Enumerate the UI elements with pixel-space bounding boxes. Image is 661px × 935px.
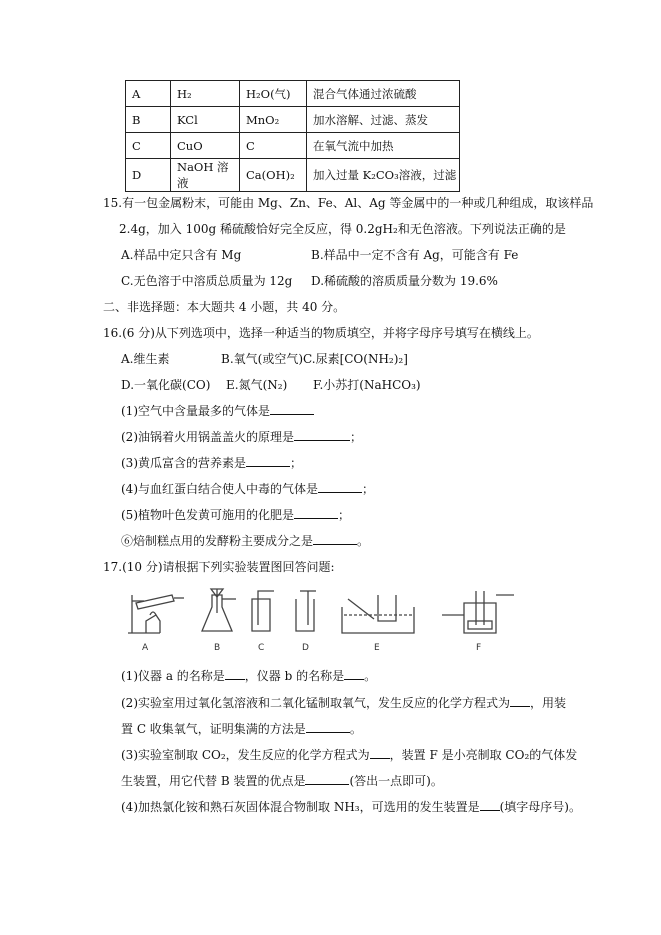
method-cell: 混合气体通过浓硫酸 <box>307 81 460 107</box>
apparatus-label-c: C <box>258 643 265 653</box>
answer-blank[interactable] <box>294 506 338 519</box>
apparatus-figure <box>124 585 519 655</box>
q16-sub3 <box>121 454 302 471</box>
q17-part2-b: ，用装 <box>530 696 567 710</box>
answer-blank[interactable] <box>270 402 314 415</box>
q17-part2-a: (2)实验室用过氧化氢溶液和二氧化锰制取氧气，发生反应的化学方程式为 <box>121 696 511 710</box>
q17-part1-b: ，仪器 b 的名称是 <box>244 669 345 683</box>
q17-part4-a: (4)加热氯化铵和熟石灰固体混合物制取 NH₃，可选用的发生装置是 <box>121 800 480 814</box>
q16-option-e: E.氮气(N₂) <box>226 378 288 392</box>
apparatus-a-image <box>128 595 184 633</box>
apparatus-label-d: D <box>302 643 309 653</box>
answer-blank[interactable] <box>306 720 350 733</box>
impurity-cell: H₂O(气) <box>240 81 307 107</box>
semicolon: ； <box>290 456 303 470</box>
options-table <box>125 80 460 192</box>
q16-sub2-text: (2)油锅着火用锅盖盖火的原理是 <box>121 430 294 444</box>
apparatus-label-a: A <box>142 643 149 653</box>
method-cell: 加入过量 K₂CO₃溶液，过滤 <box>307 159 460 192</box>
substance-cell: H₂ <box>171 81 240 107</box>
option-letter: D <box>126 159 171 192</box>
semicolon: ； <box>338 508 351 522</box>
q17-part4 <box>121 798 581 815</box>
option-letter: C <box>126 133 171 159</box>
substance-cell: CuO <box>171 133 240 159</box>
q17-stem: 17.(10 分)请根据下列实验装置图回答问题: <box>103 560 335 574</box>
q16-sub2 <box>121 428 362 445</box>
answer-blank[interactable] <box>225 667 245 680</box>
q16-sub5-text: (5)植物叶色发黄可施用的化肥是 <box>121 508 294 522</box>
answer-blank[interactable] <box>294 428 350 441</box>
q17-part2-line2 <box>121 720 362 737</box>
q16-option-b: B.氧气(或空气) <box>221 352 303 366</box>
q16-option-c: C.尿素[CO(NH₂)₂] <box>303 352 408 366</box>
q17-part2-c: 置 C 收集氧气，证明集满的方法是 <box>121 722 306 736</box>
table-row <box>126 133 460 159</box>
q16-sub1-text: (1)空气中含量最多的气体是 <box>121 404 270 418</box>
q16-option-a: A.维生素 <box>121 352 170 366</box>
table-row <box>126 159 460 192</box>
apparatus-b-image <box>202 589 236 631</box>
answer-blank[interactable] <box>246 454 290 467</box>
answer-blank[interactable] <box>370 746 390 759</box>
semicolon: ； <box>350 430 363 444</box>
q17-part3-c: 生装置，用它代替 B 装置的优点是 <box>121 774 306 788</box>
q16-sub1 <box>121 402 314 419</box>
substance-cell: NaOH 溶液 <box>171 159 240 192</box>
q16-stem: 16.(6 分)从下列选项中，选择一种适当的物质填空，并将字母序号填写在横线上。 <box>103 326 539 340</box>
q15-stem-line1: 15.有一包金属粉末，可能由 Mg、Zn、Fe、Al、Ag 等金属中的一种或几种组成，取该样品 <box>103 196 594 210</box>
q17-part1-c: 。 <box>364 669 377 683</box>
substance-cell: KCl <box>171 107 240 133</box>
answer-blank[interactable] <box>480 798 500 811</box>
q16-sub3-text: (3)黄瓜富含的营养素是 <box>121 456 246 470</box>
impurity-cell: MnO₂ <box>240 107 307 133</box>
q16-sub6 <box>121 532 369 549</box>
method-cell: 加水溶解、过滤、蒸发 <box>307 107 460 133</box>
q15-option-c: C.无色溶于中溶质总质量为 12g <box>121 274 293 288</box>
q16-option-d: D.一氧化碳(CO) <box>121 378 211 392</box>
semicolon: ； <box>362 482 375 496</box>
q17-part3-line1 <box>121 746 577 763</box>
table-row <box>126 107 460 133</box>
apparatus-label-e: E <box>374 643 380 653</box>
q16-sub4 <box>121 480 374 497</box>
q17-part1 <box>121 667 376 684</box>
q17-part2-line1 <box>121 694 566 711</box>
q16-sub5 <box>121 506 350 523</box>
answer-blank[interactable] <box>344 667 364 680</box>
section-heading: 二、非选择题：本大题共 4 小题，共 40 分。 <box>103 300 346 314</box>
table-row <box>126 81 460 107</box>
q17-part3-a: (3)实验室制取 CO₂，发生反应的化学方程式为 <box>121 748 370 762</box>
apparatus-label-f: F <box>476 643 482 653</box>
method-cell: 在氧气流中加热 <box>307 133 460 159</box>
apparatus-f-image <box>442 591 514 633</box>
q17-part4-b: (填字母序号)。 <box>499 800 581 814</box>
option-letter: B <box>126 107 171 133</box>
answer-blank[interactable] <box>313 532 357 545</box>
q17-part1-a: (1)仪器 a 的名称是 <box>121 669 225 683</box>
q15-option-a: A.样品中定只含有 Mg <box>121 248 242 262</box>
answer-blank[interactable] <box>318 480 362 493</box>
q15-option-d: D.稀硫酸的溶质质量分数为 19.6% <box>311 274 498 288</box>
q16-sub4-text: (4)与血红蛋白结合使人中毒的气体是 <box>121 482 318 496</box>
q16-sub6-text: ⑥焙制糕点用的发酵粉主要成分之是 <box>121 534 314 548</box>
apparatus-c-image <box>252 591 274 631</box>
q17-part3-b: ，装置 F 是小亮制取 CO₂的气体发 <box>389 748 578 762</box>
apparatus-label-b: B <box>214 643 221 653</box>
answer-blank[interactable] <box>510 694 530 707</box>
period: 。 <box>357 534 370 548</box>
apparatus-d-image <box>296 591 316 631</box>
q17-part2-d: 。 <box>349 722 362 736</box>
q17-part3-line2 <box>121 772 443 789</box>
answer-blank[interactable] <box>305 772 349 785</box>
option-letter: A <box>126 81 171 107</box>
impurity-cell: C <box>240 133 307 159</box>
q17-part3-d: (答出一点即可)。 <box>349 774 443 788</box>
q15-stem-line2: 2.4g，加入 100g 稀硫酸恰好完全反应，得 0.2gH₂和无色溶液。下列说法正确的是 <box>119 222 566 236</box>
q16-option-f: F.小苏打(NaHCO₃) <box>313 378 421 392</box>
apparatus-e-image <box>342 595 414 633</box>
impurity-cell: Ca(OH)₂ <box>240 159 307 192</box>
q15-option-b: B.样品中一定不含有 Ag，可能含有 Fe <box>311 248 519 262</box>
